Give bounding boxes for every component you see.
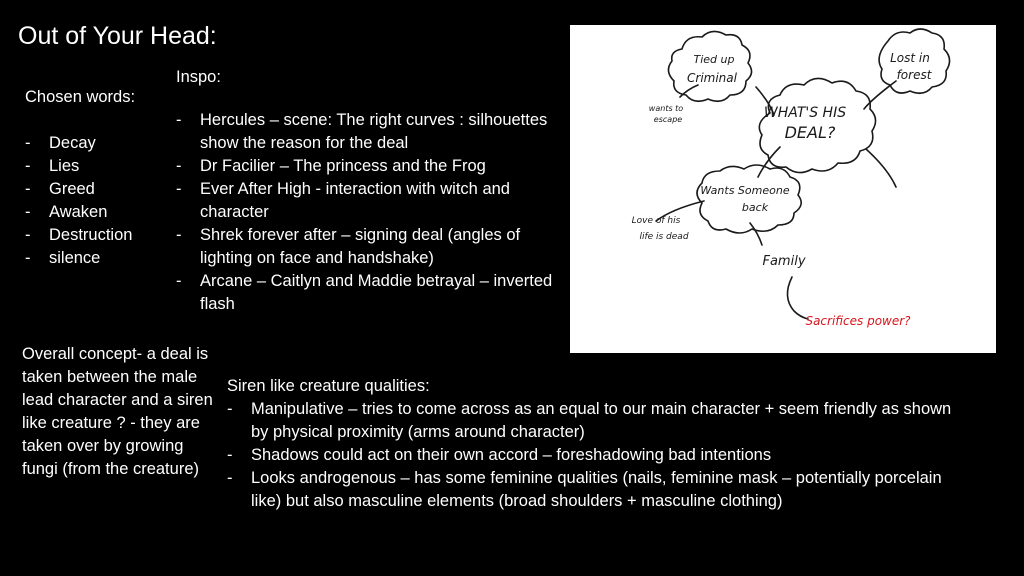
love-label-line1: Love of his — [631, 216, 681, 226]
mindmap-drawing — [570, 25, 996, 353]
connector-line — [758, 147, 780, 177]
list-item: - Shrek forever after – signing deal (angles of lighting on face and handshake) — [176, 224, 561, 270]
list-item: - Dr Facilier – The princess and the Frog — [176, 155, 561, 178]
connector-line — [680, 85, 698, 97]
wants-escape-label-line2: escape — [653, 115, 683, 124]
center-label-line1: WHAT'S HIS — [763, 105, 847, 121]
chosen-words-heading: Chosen words: — [25, 88, 136, 106]
list-item: - Ever After High - interaction with witch and character — [176, 178, 561, 224]
overall-concept-text: Overall concept- a deal is taken between the male lead character and a siren like creature ? - they are taken over by growing fungi (from the creature) — [22, 345, 213, 478]
list-item: - silence — [25, 247, 135, 270]
center-label-line2: DEAL? — [784, 123, 836, 142]
list-item: - Looks androgenous – has some feminine qualities (nails, feminine mask – potentially porcelain like) but also masculine elements (broad shoulders + masculine clothing) — [227, 467, 967, 513]
chosen-words-list — [25, 132, 135, 270]
list-item: - Shadows could act on their own accord – foreshadowing bad intentions — [227, 444, 967, 467]
list-item: - Awaken — [25, 201, 135, 224]
love-label-line2: life is dead — [639, 232, 689, 242]
family-label: Family — [762, 254, 806, 269]
siren-qualities-section — [227, 375, 967, 513]
siren-qualities-heading: Siren like creature qualities: — [227, 377, 430, 395]
inspo-section — [176, 66, 561, 316]
chosen-words-section — [25, 86, 135, 270]
list-item: - Greed — [25, 178, 135, 201]
wants-someone-label-line2: back — [741, 201, 769, 214]
list-item: - Manipulative – tries to come across as an equal to our main character + seem friendly as shown by physical proximity (arms around character) — [227, 398, 967, 444]
mindmap-image — [570, 25, 996, 353]
tied-up-label-line1: Tied up — [693, 53, 735, 66]
sacrifices-label: Sacrifices power? — [805, 314, 911, 328]
list-item: - Hercules – scene: The right curves : silhouettes show the reason for the deal — [176, 109, 561, 155]
inspo-list — [176, 109, 561, 316]
slide-title: Out of Your Head: — [18, 22, 217, 50]
inspo-heading: Inspo: — [176, 68, 221, 86]
wants-someone-cloud — [697, 165, 801, 233]
connector-line — [787, 277, 808, 319]
lost-label-line1: Lost in — [890, 51, 930, 65]
list-item: - Destruction — [25, 224, 135, 247]
connector-line — [866, 149, 896, 187]
wants-escape-label-line1: wants to — [648, 104, 684, 113]
list-item: - Lies — [25, 155, 135, 178]
connector-line — [864, 81, 896, 109]
tied-up-label-line2: Criminal — [687, 71, 737, 85]
wants-someone-label-line1: Wants Someone — [700, 184, 790, 197]
siren-qualities-list — [227, 398, 967, 513]
list-item: - Decay — [25, 132, 135, 155]
list-item: - Arcane – Caitlyn and Maddie betrayal – inverted flash — [176, 270, 561, 316]
lost-label-line2: forest — [896, 68, 932, 82]
tied-up-cloud — [668, 31, 751, 101]
connector-line — [750, 223, 762, 245]
